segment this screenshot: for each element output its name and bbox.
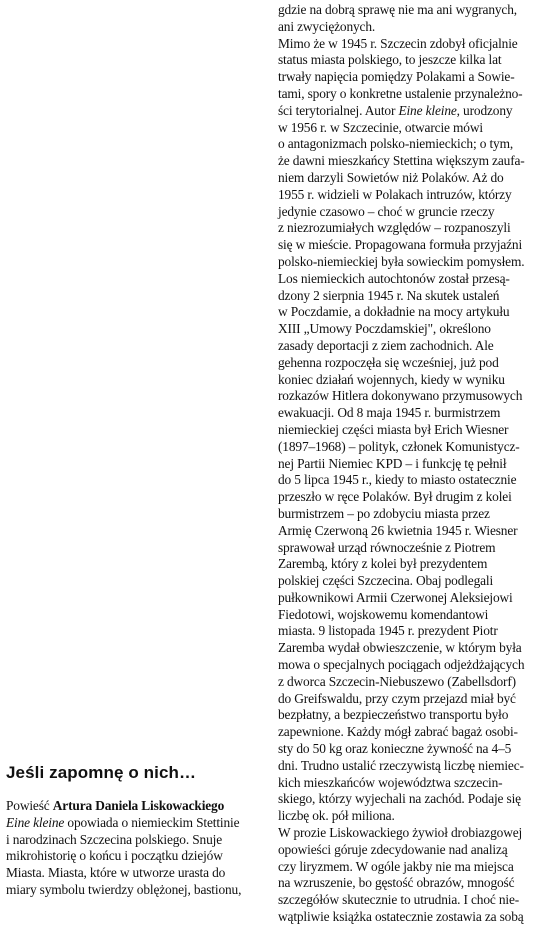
book-title: Eine kleine: [398, 102, 457, 118]
left-column: [6, 762, 262, 899]
author-name: Artura Daniela Liskowackiego: [52, 798, 225, 813]
text-line: zasady deportacji z ziem zachodnich. Ale: [278, 337, 494, 353]
text-line: szczegółów skutecznie to utrudnia. I choć nie-: [278, 892, 520, 908]
text-run: Powieść: [6, 798, 53, 813]
text-line: XIII „Umowy Poczdamskiej", określono: [278, 321, 491, 337]
text-run: ści terytorialnej. Autor: [278, 102, 399, 118]
text-line: niem darzyli Sowietów niż Polaków. Aż do: [278, 169, 504, 185]
text-line: miasta. 9 listopada 1945 r. prezydent Piotr: [278, 623, 498, 639]
text-line: gehenna rozpoczęła się wcześniej, już pod: [278, 354, 499, 370]
text-line: Los niemieckich autochtonów został przesą-: [278, 270, 510, 286]
text-line: ewakuacji. Od 8 maja 1945 r. burmistrzem: [278, 405, 501, 421]
text-line: sty do 50 kg oraz konieczne żywność na 4–5: [278, 741, 512, 757]
text-line: status miasta polskiego, to jeszcze kilka lat: [278, 52, 502, 68]
intro-paragraph: [6, 798, 262, 899]
text-line: [6, 815, 262, 832]
text-line: burmistrzem – po zdobyciu miasta przez: [278, 505, 490, 521]
text-line: do Greifswaldu, przy czym przejazd miał być: [278, 690, 516, 706]
text-line: Zarembą, który z kolei był prezydentem: [278, 556, 488, 572]
text-line: bezpłatny, a bezpieczeństwo transportu było: [278, 707, 509, 723]
text-line: liczbę ok. pół miliona.: [278, 808, 395, 824]
text-line: jedynie czasowo – choć w gruncie rzeczy: [278, 203, 495, 219]
text-line: (1897–1968) – polityk, członek Komunistycz-: [278, 438, 520, 454]
text-line: nej Partii Niemiec KPD – i funkcję tę pełnił: [278, 455, 507, 471]
text-line: kich mieszkańców województwa szczecin-: [278, 774, 503, 790]
text-line: mowa o specjalnych pociągach odjeżdżających: [278, 657, 525, 673]
text-line: mikrohistorię o końcu i początku dziejów: [6, 848, 223, 864]
text-line: miary symbolu twierdzy oblężonej, bastionu,: [6, 881, 242, 897]
text-line: trwały napięcia pomiędzy Polakami a Sowie-: [278, 69, 515, 85]
section-heading: Jeśli zapomnę o nich…: [6, 763, 197, 782]
text-run: opowiada o niemieckim Stettinie: [64, 814, 240, 830]
text-line: dzony 2 sierpnia 1945 r. Na skutek ustaleń: [278, 287, 500, 303]
text-line: 1955 r. widzieli w Polakach intruzów, którzy: [278, 186, 512, 202]
text-line: skiego, którzy wyjechali na zachód. Podaje się: [278, 791, 521, 807]
text-run: , urodzony: [456, 102, 513, 118]
text-line: wątpliwie książka ostatecznie zostawia za sobą: [278, 909, 524, 925]
text-line: z dworca Szczecin-Niebuszewo (Zabellsdorf): [278, 673, 516, 689]
text-line: [278, 103, 540, 120]
text-line: Zaremba wydał obwieszczenie, w którym była: [278, 640, 522, 656]
text-line: na wzruszenie, bo gęstość obrazów, mnogość: [278, 875, 515, 891]
book-title: Eine kleine: [6, 814, 65, 830]
text-line: tami, spory o konkretne ustalenie przynależno-: [278, 85, 523, 101]
text-line: w 1956 r. w Szczecinie, otwarcie mówi: [278, 119, 483, 135]
text-line: zapewnione. Każdy mógł zabrać bagaż osobi-: [278, 724, 518, 740]
text-line: polskiej części Szczecina. Obaj podlegali: [278, 573, 494, 589]
text-line: i narodzinach Szczecina polskiego. Snuje: [6, 831, 222, 847]
text-line: Mimo że w 1945 r. Szczecin zdobył oficjalnie: [278, 35, 518, 51]
text-line: gdzie na dobrą sprawę nie ma ani wygranych,: [278, 2, 517, 17]
text-line: sprawował urząd równocześnie z Piotrem: [278, 539, 496, 555]
text-line: że dawni mieszkańcy Stettina większym zaufa-: [278, 153, 525, 169]
text-line: niemieckiej części miasta był Erich Wiesner: [278, 421, 509, 437]
text-line: [6, 798, 262, 815]
text-line: W prozie Liskowackiego żywioł drobiazgowej: [278, 825, 523, 841]
text-line: Miasta. Miasta, które w utworze urasta do: [6, 865, 226, 881]
text-line: pułkownikowi Armii Czerwonej Aleksiejowi: [278, 589, 513, 605]
text-line: przeszło w ręce Polaków. Był drugim z kolei: [278, 489, 512, 505]
text-line: w Poczdamie, a dokładnie na mocy artykułu: [278, 304, 510, 320]
text-line: o antagonizmach polsko-niemieckich; o tym,: [278, 136, 514, 152]
text-line: czy liryzmem. W ogóle jakby nie ma miejsca: [278, 858, 514, 874]
text-line: się w mieście. Propagowana formuła przyjaźni: [278, 237, 523, 253]
text-line: opowieści góruje zdecydowanie nad analizą: [278, 841, 508, 857]
text-line: z niezrozumiałych względów – rozpanoszyli: [278, 220, 511, 236]
text-line: Armię Czerwoną 26 kwietnia 1945 r. Wiesner: [278, 522, 518, 538]
text-line: dni. Trudno ustalić rzeczywistą liczbę niemiec-: [278, 757, 524, 773]
text-line: polsko-niemieckiej była sowieckim pomysłem.: [278, 253, 525, 269]
text-line: do 5 lipca 1945 r., kiedy to miasto ostatecznie: [278, 472, 517, 488]
text-line: koniec działań wojennych, kiedy w wyniku: [278, 371, 505, 387]
text-line: rozkazów Hitlera dokonywano przymusowych: [278, 388, 523, 404]
right-column: [278, 2, 540, 926]
text-line: ani zwyciężonych.: [278, 18, 376, 34]
text-line: Fiedotowi, wojskowemu komendantowi: [278, 606, 489, 622]
